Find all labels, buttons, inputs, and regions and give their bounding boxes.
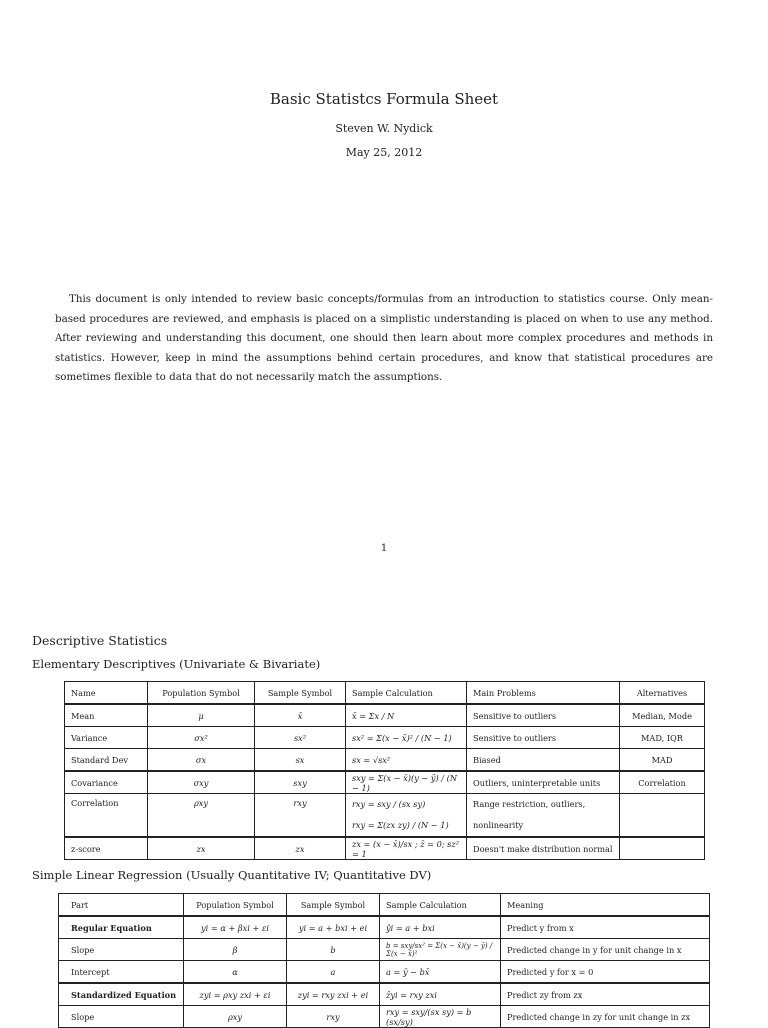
cell-pop-symbol: zyi = ρxy zxi + εi (184, 983, 287, 1006)
table-header-row (65, 682, 705, 705)
table-header-row (59, 894, 710, 917)
page-number: 1 (380, 543, 388, 554)
cell-pop-symbol: β (184, 939, 287, 961)
cell-calculation: rxy = sxy/(sx sy) = b (sx/sy) (380, 1006, 501, 1028)
table-row (59, 983, 710, 1006)
cell-calculation: sx = √sx² (346, 749, 467, 772)
cell-pop-symbol: α (184, 961, 287, 984)
author: Steven W. Nydick (335, 122, 433, 135)
cell-sample-symbol: yi = a + bxi + ei (287, 916, 380, 939)
cell-sample-symbol: x̄ (255, 704, 346, 727)
section-title: Descriptive Statistics (32, 633, 168, 648)
cell-sample-symbol: zyi = rxy zxi + ei (287, 983, 380, 1006)
header-cell: Population Symbol (148, 682, 255, 705)
table-row (65, 749, 705, 772)
cell-alternatives: MAD (620, 749, 705, 772)
table-row (59, 961, 710, 984)
cell-alternatives: MAD, IQR (620, 727, 705, 749)
cell-problems: Sensitive to outliers (467, 704, 620, 727)
cell-alternatives: Median, Mode (620, 704, 705, 727)
cell-sample-symbol: sx² (255, 727, 346, 749)
cell-calculation: b = sxy/sx² = Σ(x − x̄)(y − ȳ) / Σ(x − x̄)² (380, 939, 501, 961)
cell-sample-symbol: sx (255, 749, 346, 772)
cell-meaning: Predicted change in y for unit change in x (501, 939, 710, 961)
cell-pop-symbol: σxy (148, 771, 255, 794)
cell-problems: Outliers, uninterpretable units (467, 771, 620, 794)
header-cell: Population Symbol (184, 894, 287, 917)
descriptives-table (64, 681, 705, 860)
cell-meaning: Predicted change in zy for unit change in zx (501, 1006, 710, 1028)
header-cell: Main Problems (467, 682, 620, 705)
header-cell: Sample Calculation (380, 894, 501, 917)
cell-name: z-score (65, 837, 148, 860)
cell-name: Variance (65, 727, 148, 749)
document-title: Basic Statistcs Formula Sheet (269, 90, 499, 108)
header-cell: Sample Symbol (287, 894, 380, 917)
regression-table (58, 893, 710, 1028)
cell-pop-symbol: ρxy (148, 794, 255, 838)
header-cell: Sample Symbol (255, 682, 346, 705)
table-row (65, 771, 705, 794)
cell-sample-symbol: rxy (287, 1006, 380, 1028)
cell-pop-symbol: ρxy (184, 1006, 287, 1028)
cell-alternatives (620, 837, 705, 860)
cell-pop-symbol: σx (148, 749, 255, 772)
header-cell: Part (59, 894, 184, 917)
calc-line: rxy = Σ(zx zy) / (N − 1) (352, 820, 449, 830)
cell-alternatives (620, 794, 705, 838)
problems-line: nonlinearity (473, 820, 524, 830)
table-row (65, 837, 705, 860)
cell-calculation (346, 794, 467, 838)
table-row (65, 727, 705, 749)
table-row (59, 916, 710, 939)
cell-problems: Doesn't make distribution normal (467, 837, 620, 860)
cell-calculation: ŷi = a + bxi (380, 916, 501, 939)
cell-problems (467, 794, 620, 838)
cell-pop-symbol: yi = α + βxi + εi (184, 916, 287, 939)
cell-part: Regular Equation (59, 916, 184, 939)
table-row (59, 939, 710, 961)
cell-sample-symbol: b (287, 939, 380, 961)
table-row (65, 794, 705, 838)
cell-part: Slope (59, 1006, 184, 1028)
cell-name: Covariance (65, 771, 148, 794)
subsection-title-regression: Simple Linear Regression (Usually Quantitative IV; Quantitative DV) (32, 868, 432, 882)
cell-problems: Biased (467, 749, 620, 772)
date: May 25, 2012 (345, 146, 423, 159)
cell-name: Correlation (65, 794, 148, 838)
cell-meaning: Predict zy from zx (501, 983, 710, 1006)
problems-line: Range restriction, outliers, (473, 799, 586, 809)
cell-calculation: a = ȳ − bx̄ (380, 961, 501, 984)
cell-pop-symbol: σx² (148, 727, 255, 749)
header-cell: Sample Calculation (346, 682, 467, 705)
abstract-paragraph: This document is only intended to review basic concepts/formulas from an introduction to statistics course. Only mean-based procedures are reviewed, and emphasis is placed on a simplistic understanding is placed on when to use any method. After reviewing and understanding this document, one should then learn about more complex procedures and methods in statistics. However, keep in mind the assumptions behind certain procedures, and know that statistical procedures are sometimes flexible to data that do not necessarily match the assumptions. (55, 293, 713, 383)
cell-calculation: sx² = Σ(x − x̄)² / (N − 1) (346, 727, 467, 749)
cell-problems: Sensitive to outliers (467, 727, 620, 749)
cell-part: Slope (59, 939, 184, 961)
header-cell: Alternatives (620, 682, 705, 705)
cell-pop-symbol: μ (148, 704, 255, 727)
cell-sample-symbol: sxy (255, 771, 346, 794)
cell-part: Intercept (59, 961, 184, 984)
cell-sample-symbol: zx (255, 837, 346, 860)
cell-name: Standard Dev (65, 749, 148, 772)
cell-part: Standardized Equation (59, 983, 184, 1006)
cell-calculation: ẑyi = rxy zxi (380, 983, 501, 1006)
cell-name: Mean (65, 704, 148, 727)
calc-line: rxy = sxy / (sx sy) (352, 799, 426, 809)
cell-sample-symbol: rxy (255, 794, 346, 838)
table-row (59, 1006, 710, 1028)
cell-meaning: Predict y from x (501, 916, 710, 939)
table-row (65, 704, 705, 727)
subsection-title-descriptives: Elementary Descriptives (Univariate & Bivariate) (32, 657, 321, 671)
header-cell: Name (65, 682, 148, 705)
cell-meaning: Predicted y for x = 0 (501, 961, 710, 984)
cell-calculation: sxy = Σ(x − x̄)(y − ȳ) / (N − 1) (346, 771, 467, 794)
cell-calculation: zx = (x − x̄)/sx ; z̄ = 0; sz² = 1 (346, 837, 467, 860)
header-cell: Meaning (501, 894, 710, 917)
cell-alternatives: Correlation (620, 771, 705, 794)
cell-sample-symbol: a (287, 961, 380, 984)
cell-calculation: x̄ = Σx / N (346, 704, 467, 727)
cell-pop-symbol: zx (148, 837, 255, 860)
